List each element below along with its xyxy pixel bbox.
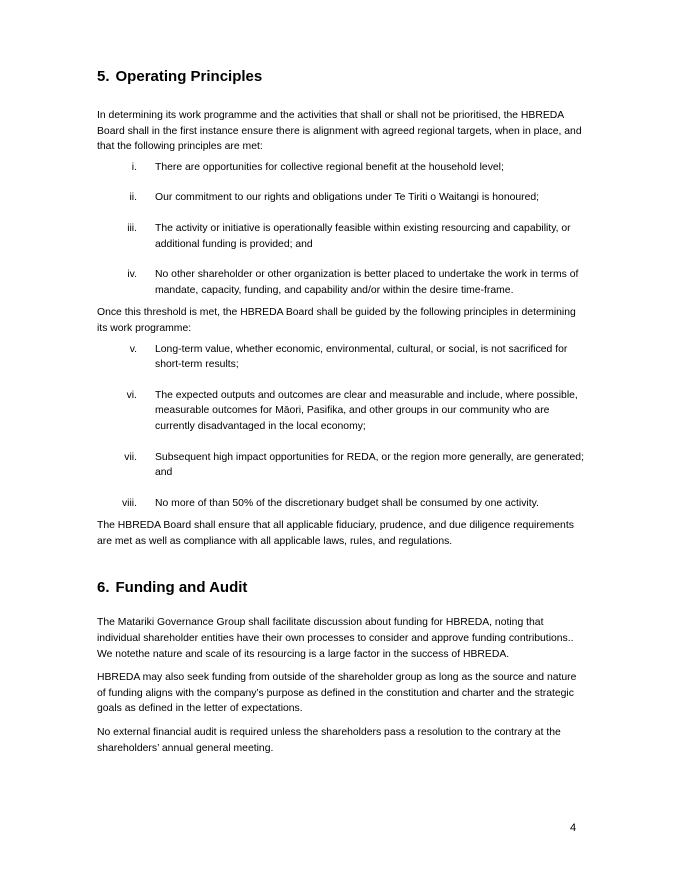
list-item-number: i. [131,161,137,173]
list-item-number: vi. [126,389,137,401]
list-item-number: iv. [127,269,137,281]
page-content [97,68,587,756]
list-item-text: Our commitment to our rights and obligations under Te Tiriti o Waitangi is honoured; [155,192,540,204]
list-item-text: Long-term value, whether economic, environmental, cultural, or social, is not sacrificed for short-term results; [155,343,568,371]
list-item-text: No other shareholder or other organization is better placed to undertake the work in terms of mandate, capacity, funding, and capability and/or within the desire time-frame. [155,269,579,296]
list-item-text: Subsequent high impact opportunities for REDA, or the region more generally, are generated; and [155,451,584,479]
section-6-heading [97,579,587,597]
list-item [97,450,587,481]
section-5-title: Operating Principles [115,68,263,85]
section-6-paragraph: The Matariki Governance Group shall facilitate discussion about funding for HBREDA, noting that individual shareholder entities have their own processes to consider and approve funding contributions.. We notethe nature and scale of its resourcing is a large factor in the success of HBREDA. [97,617,574,660]
list-item-text: No more of than 50% of the discretionary budget shall be consumed by one activity. [155,497,539,509]
section-6-title: Funding and Audit [115,579,248,597]
list-item [97,221,587,252]
list-item [97,267,587,298]
section-6-paragraph: No external financial audit is required unless the shareholders pass a resolution to the contrary at the shareholders’ annual general meeting. [97,727,561,754]
list-item-text: There are opportunities for collective regional benefit at the household level; [155,161,504,173]
threshold-list [97,160,587,299]
list-item [97,388,587,435]
list-item-number: viii. [121,497,137,509]
list-item-text: The expected outputs and outcomes are clear and measurable and include, where possible, measurable outcomes for Māori, Pasifika, and other groups in our community who are currently disadvantaged in the local economy; [155,389,578,432]
guiding-principles-list [97,342,587,512]
page-number: 4 [570,822,577,834]
list-item-number: vii. [124,451,137,463]
list-item [97,496,587,512]
list-item [97,342,587,373]
section-6-paragraph: HBREDA may also seek funding from outside of the shareholder group as long as the source and nature of funding aligns with the company’s purpose as defined in the constitution and charter and the strategic goals as defined in the letter of expectations. [97,672,577,715]
section-5-heading [97,68,587,86]
section-5-guide-intro: Once this threshold is met, the HBREDA Board shall be guided by the following principles in determining its work programme: [97,307,576,334]
section-6-number: 6. [97,579,110,597]
section-5-closing: The HBREDA Board shall ensure that all applicable fiduciary, prudence, and due diligence requirements are met as well as compliance with all applicable laws, rules, and regulations. [97,520,574,547]
list-item-number: ii. [129,192,137,204]
list-item-text: The activity or initiative is operationally feasible within existing resourcing and capability, or additional funding is provided; and [155,222,571,250]
list-item-number: v. [129,343,137,355]
list-item [97,190,587,206]
list-item-number: iii. [127,222,137,234]
section-5-intro: In determining its work programme and the activities that shall or shall not be prioritised, the HBREDA Board shall in the first instance ensure there is alignment with agreed regional targets, when in place, and that the following principles are met: [97,110,582,153]
section-5-number: 5. [97,68,110,85]
list-item [97,160,587,176]
